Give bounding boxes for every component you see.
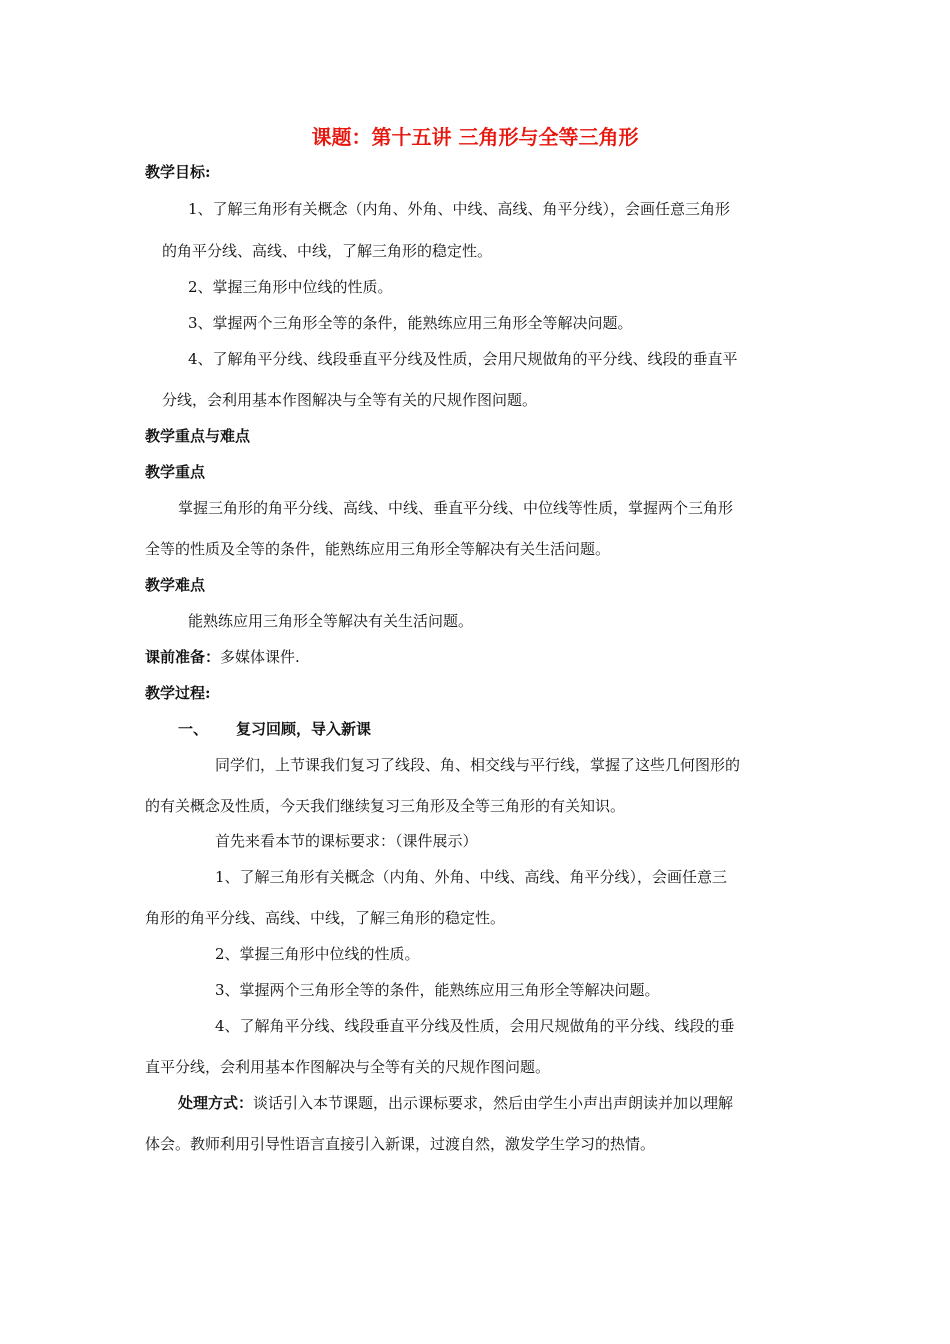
section-1-heading: [178, 718, 371, 740]
difficult-text: 能熟练应用三角形全等解决有关生活问题。: [188, 612, 474, 630]
goal-1-line-1: 1、了解三角形有关概念（内角、外角、中线、高线、角平分线），会画任意三角形: [188, 200, 731, 218]
goal-1-line-2: 的角平分线、高线、中线，了解三角形的稳定性。: [162, 242, 493, 260]
goal-2: 2、掌握三角形中位线的性质。: [188, 278, 393, 296]
method-line-1: [178, 1092, 733, 1114]
prep-line: [145, 646, 300, 668]
standard-4-line-2: 直平分线，会利用基本作图解决与全等有关的尺规作图问题。: [145, 1058, 551, 1076]
key-text-line-2: 全等的性质及全等的条件，能熟练应用三角形全等解决有关生活问题。: [145, 540, 611, 558]
method-line-2: 体会。教师利用引导性语言直接引入新课，过渡自然，激发学生学习的热情。: [145, 1135, 656, 1153]
section-1-title: 复习回顾，导入新课: [236, 720, 372, 738]
standard-4-line-1: 4、了解角平分线、线段垂直平分线及性质，会用尺规做角的平分线、线段的垂: [215, 1017, 735, 1035]
intro-line-2: 的有关概念及性质，今天我们继续复习三角形及全等三角形的有关知识。: [145, 797, 626, 815]
method-label: 处理方式：: [178, 1094, 254, 1112]
standards-intro: 首先来看本节的课标要求：（课件展示）: [215, 832, 478, 850]
standard-3: 3、掌握两个三角形全等的条件，能熟练应用三角形全等解决问题。: [215, 981, 660, 999]
process-heading: 教学过程:: [145, 684, 211, 702]
standard-1-line-1: 1、了解三角形有关概念（内角、外角、中线、高线、角平分线），会画任意三: [215, 868, 728, 886]
goal-3: 3、掌握两个三角形全等的条件，能熟练应用三角形全等解决问题。: [188, 314, 633, 332]
method-text-1: 谈话引入本节课题，出示课标要求，然后由学生小声出声朗读并加以理解: [253, 1094, 734, 1112]
goals-heading: 教学目标:: [145, 163, 211, 181]
key-difficult-heading: 教学重点与难点: [145, 427, 251, 445]
standard-2: 2、掌握三角形中位线的性质。: [215, 945, 420, 963]
prep-label: 课前准备：: [145, 648, 221, 666]
key-text-line-1: 掌握三角形的角平分线、高线、中线、垂直平分线、中位线等性质，掌握两个三角形: [178, 499, 734, 517]
section-1-number: 一、: [178, 720, 209, 738]
goal-4-line-2: 分线，会利用基本作图解决与全等有关的尺规作图问题。: [162, 391, 538, 409]
lesson-title: 课题：第十五讲 三角形与全等三角形: [311, 125, 639, 149]
goal-4-line-1: 4、了解角平分线、线段垂直平分线及性质，会用尺规做角的平分线、线段的垂直平: [188, 350, 738, 368]
intro-line-1: 同学们，上节课我们复习了线段、角、相交线与平行线，掌握了这些几何图形的: [215, 756, 741, 774]
key-heading: 教学重点: [145, 463, 206, 481]
difficult-heading: 教学难点: [145, 576, 206, 594]
standard-1-line-2: 角形的角平分线、高线、中线，了解三角形的稳定性。: [145, 909, 506, 927]
prep-text: 多媒体课件.: [220, 648, 300, 666]
